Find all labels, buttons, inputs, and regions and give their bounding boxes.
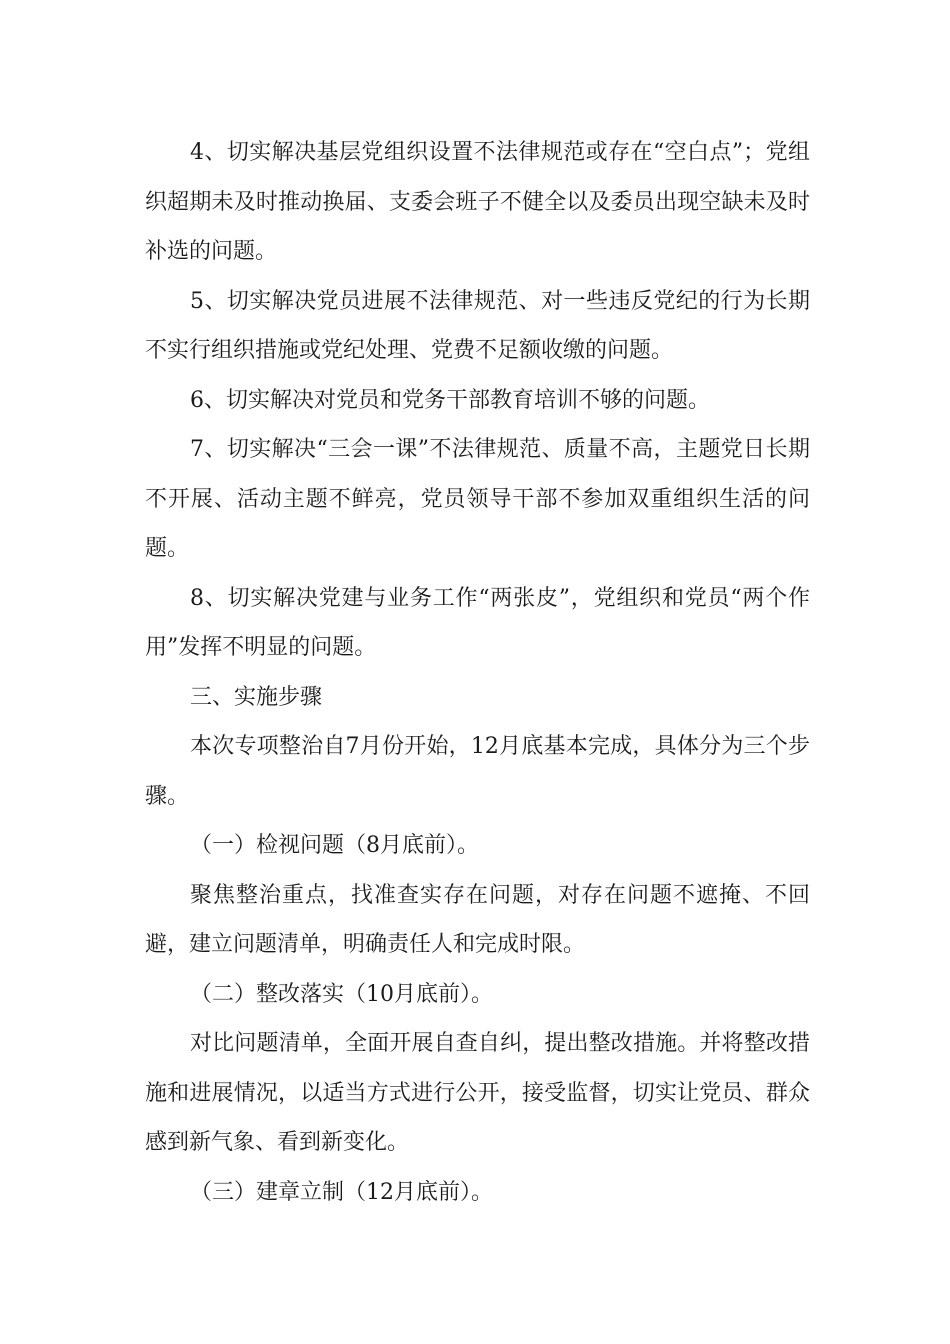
step-heading-3: （三）建章立制（12月底前）。 <box>190 1179 493 1205</box>
step-2-body: 对比问题清单，全面开展自查自纠，提出整改措施。并将整改措施和进展情况，以适当方式进行公开，接受监督，切实让党员、群众感到新气象、看到新变化。 <box>145 1031 810 1155</box>
document-body <box>145 128 810 1217</box>
paragraph-item-7: 7、切实解决“三会一课”不法律规范、质量不高，主题党日长期不开展、活动主题不鲜亮，党员领导干部不参加双重组织生活的问题。 <box>145 437 810 561</box>
step-heading-2: （二）整改落实（10月底前）。 <box>190 981 493 1007</box>
step-1-body: 聚焦整治重点，找准查实存在问题，对存在问题不遮掩、不回避，建立问题清单，明确责任人和完成时限。 <box>145 882 810 957</box>
paragraph-schedule-overview: 本次专项整治自7月份开始，12月底基本完成，具体分为三个步骤。 <box>145 734 810 809</box>
section-heading-implementation-steps: 三、实施步骤 <box>190 684 323 710</box>
paragraph-item-4: 4、切实解决基层党组织设置不法律规范或存在“空白点”；党组织超期未及时推动换届、支委会班子不健全以及委员出现空缺未及时补选的问题。 <box>145 140 810 264</box>
paragraph-item-6: 6、切实解决对党员和党务干部教育培训不够的问题。 <box>190 387 710 413</box>
paragraph-item-5: 5、切实解决党员进展不法律规范、对一些违反党纪的行为长期不实行组织措施或党纪处理、党费不足额收缴的问题。 <box>145 288 810 363</box>
paragraph-item-8: 8、切实解决党建与业务工作“两张皮”，党组织和党员“两个作用”发挥不明显的问题。 <box>145 585 810 660</box>
step-heading-1: （一）检视问题（8月底前）。 <box>190 833 479 858</box>
